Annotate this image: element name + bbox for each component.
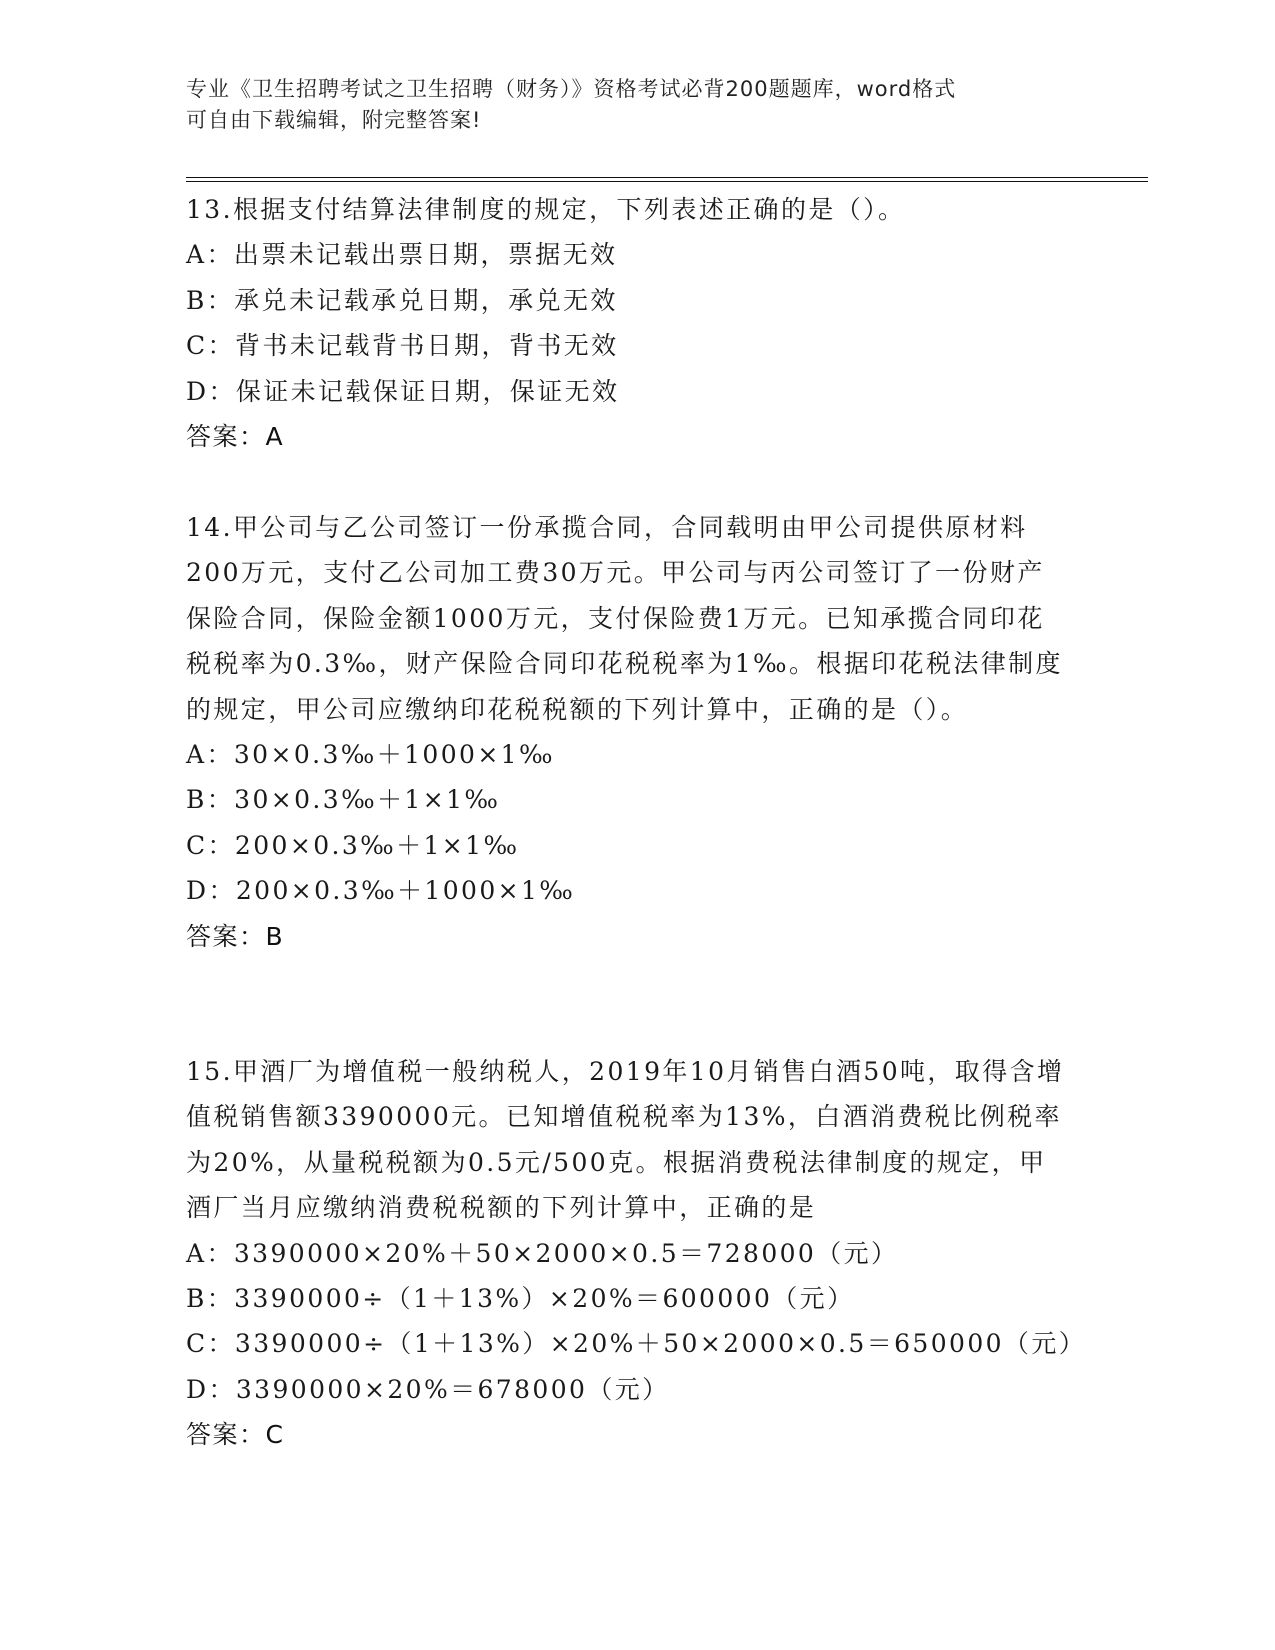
option-d: D：保证未记载保证日期，保证无效 (186, 376, 620, 406)
option-b: B：30×0.3‰＋1×1‰ (186, 785, 501, 815)
option-b: B：3390000÷（1＋13%）×20%＝600000（元） (186, 1284, 855, 1314)
option-c: C：背书未记载背书日期，背书无效 (186, 331, 619, 361)
option-d: D：3390000×20%＝678000（元） (186, 1374, 670, 1404)
option-list (186, 1231, 1087, 1413)
option-c: C：200×0.3‰＋1×1‰ (186, 830, 520, 860)
question-13 (186, 187, 1066, 459)
question-15 (186, 1049, 1087, 1458)
question-14 (186, 505, 1066, 959)
header-title-line-2: 可自由下载编辑，附完整答案! (186, 108, 482, 132)
option-a: A：3390000×20%＋50×2000×0.5＝728000（元） (186, 1238, 899, 1268)
option-a: A：30×0.3‰＋1000×1‰ (186, 740, 555, 770)
option-d: D：200×0.3‰＋1000×1‰ (186, 876, 576, 906)
option-list (186, 732, 1066, 914)
option-b: B：承兑未记载承兑日期，承兑无效 (186, 285, 618, 315)
answer-line: 答案：A (186, 422, 285, 452)
question-stem: 14.甲公司与乙公司签订一份承揽合同，合同载明由甲公司提供原材料200万元，支付乙公司加工费30万元。甲公司与丙公司签订了一份财产保险合同，保险金额1000万元，支付保险费1万元。已知承揽合同印花税税率为0.3‰，财产保险合同印花税税率为1‰。根据印花税法律制度的规定，甲公司应缴纳印花税税额的下列计算中，正确的是（）。 (186, 513, 1063, 724)
document-header (186, 74, 1056, 136)
question-stem: 13.根据支付结算法律制度的规定，下列表述正确的是（）。 (186, 195, 906, 224)
header-divider-top (186, 177, 1148, 178)
header-title-line-1: 专业《卫生招聘考试之卫生招聘（财务）》资格考试必背200题题库，word格式 (186, 77, 957, 101)
header-divider-bottom (186, 181, 1148, 182)
answer-line: 答案：C (186, 1420, 285, 1450)
question-stem: 15.甲酒厂为增值税一般纳税人，2019年10月销售白酒50吨，取得含增值税销售额3390000元。已知增值税税率为13%，白酒消费税比例税率为20%，从量税税额为0.5元/500克。根据消费税法律制度的规定，甲酒厂当月应缴纳消费税税额的下列计算中，正确的是 (186, 1057, 1065, 1223)
option-list (186, 232, 1066, 414)
option-a: A：出票未记载出票日期，票据无效 (186, 240, 618, 270)
option-c: C：3390000÷（1＋13%）×20%＋50×2000×0.5＝650000（元） (186, 1329, 1087, 1359)
answer-line: 答案：B (186, 921, 285, 951)
